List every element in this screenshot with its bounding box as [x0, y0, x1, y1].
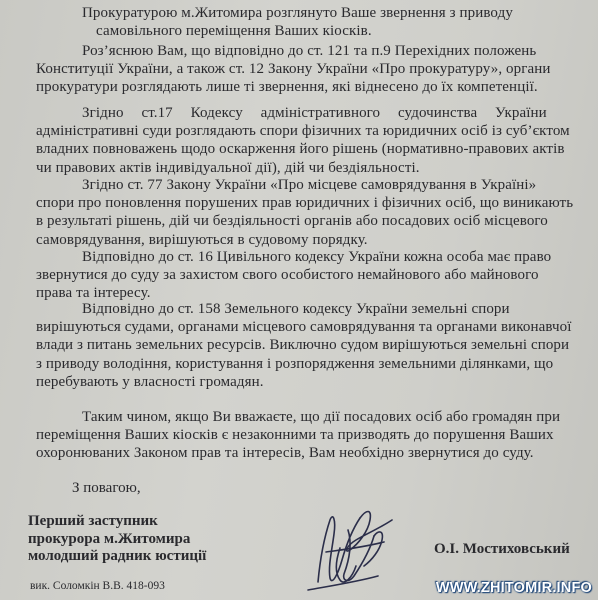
- position-line: Перший заступник: [28, 513, 158, 529]
- text-line: адміністративні суди розглядають спори фізичних та юридичних осіб із суб’єктом: [36, 123, 570, 140]
- text-line: Конституції України, а також ст. 12 Закону України «Про прокуратуру», органи: [36, 61, 551, 78]
- text-line: в результаті рішень, дій чи бездіяльності органів або посадових осіб місцевого: [36, 213, 548, 230]
- text-line: вирішуються судами, органами місцевого самоврядування та органами виконавчої: [36, 319, 572, 336]
- paragraph-constitution: [36, 42, 582, 97]
- text-line: перебувають у власності громадян.: [36, 373, 264, 390]
- paragraph-intro: [36, 4, 582, 40]
- paragraph-self-government-law: [36, 176, 582, 249]
- handwritten-signature: [300, 490, 410, 595]
- text-line: Відповідно до ст. 158 Земельного кодексу України земельні спори: [82, 301, 510, 317]
- text-line: Роз’яснюю Вам, що відповідно до ст. 121 та п.9 Перехідних положень: [82, 43, 537, 59]
- text-line: Згідно ст.17 Кодексу адміністративного судочинства України: [82, 105, 547, 121]
- text-line: звернутися до суду за захистом свого особистого немайнового або майнового: [36, 267, 539, 284]
- paragraph-civil-code: [36, 248, 582, 303]
- text-line: охоронюваних Законом прав та інтересів, Вам необхідно звернутися до суду.: [36, 445, 534, 462]
- position-line: прокурора м.Житомира: [28, 530, 191, 547]
- text-line: Таким чином, якщо Ви вважаєте, що дії посадових осіб або громадян при: [82, 409, 561, 425]
- paragraph-land-code: [36, 300, 582, 391]
- text-line: влади з питань земельних ресурсів. Виключно судом вирішуються земельні спори: [36, 337, 570, 354]
- position-line: молодший радник юстиції: [28, 548, 207, 564]
- site-watermark: WWW.ZHITOMIR.INFO: [435, 580, 592, 596]
- text-line: Згідно ст. 77 Закону України «Про місцеве самоврядування в Україні»: [82, 177, 537, 193]
- signer-position: [28, 513, 206, 566]
- text-line: владних повноважень щодо оскарження його рішень (нормативно-правових актів: [36, 141, 565, 158]
- signer-name: О.І. Мостиховський: [434, 541, 570, 557]
- text-line: чи правових актів індивідуальної дії), дій чи бездіяльності.: [36, 159, 420, 176]
- closing-regards: З повагою,: [72, 480, 141, 496]
- text-line: права та інтересу.: [36, 285, 151, 302]
- text-line: спори про поновлення порушених прав юридичних і фізичних осіб, що виникають: [36, 195, 574, 212]
- text-line: з приводу володіння, користування і розпорядження земельними ділянками, що: [36, 355, 554, 372]
- text-line: самовільного переміщення Ваших кіосків.: [96, 23, 372, 40]
- text-line: прокуратури розглядають лише ті звернення, які віднесено до їх компетенції.: [36, 79, 538, 96]
- text-line: Прокуратурою м.Житомира розглянуто Ваше звернення з приводу: [82, 5, 513, 21]
- executor-line: вик. Соломкін В.В. 418-093: [30, 580, 165, 592]
- text-line: переміщення Ваших кіосків є незаконними та призводять до порушення Ваших: [36, 427, 554, 444]
- text-line: самоврядування, вирішуються в судовому порядку.: [36, 231, 368, 248]
- paragraph-conclusion: [36, 408, 582, 463]
- paragraph-admin-code: [36, 104, 582, 177]
- text-line: Відповідно до ст. 16 Цивільного кодексу України кожна особа має право: [82, 249, 552, 265]
